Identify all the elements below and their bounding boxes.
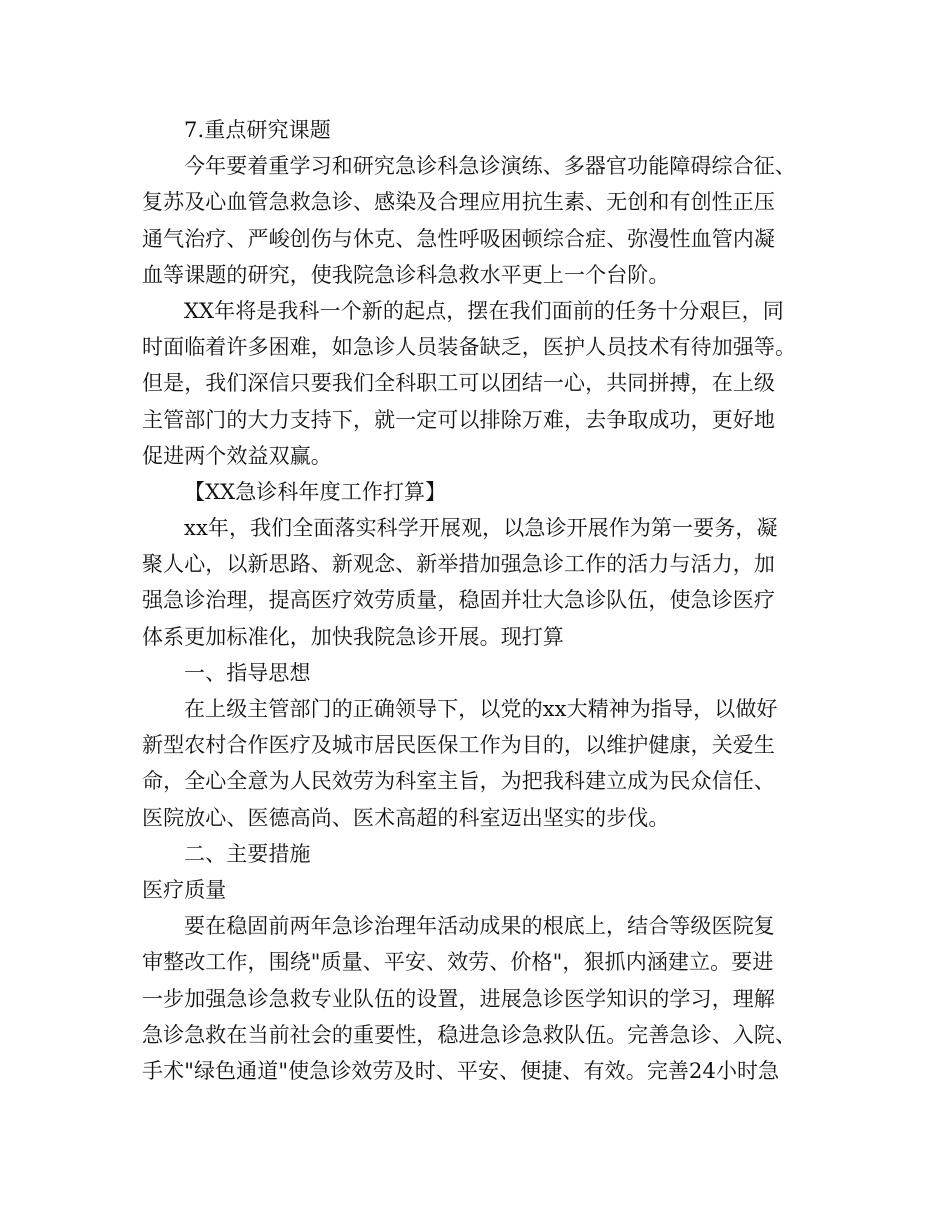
text-line: xx年，我们全面落实科学开展观，以急诊开展作为第一要务，凝	[184, 516, 778, 541]
text-line: 但是，我们深信只要我们全科职工可以团结一心，共同拼搏，在上级	[142, 371, 775, 396]
text-line: 促进两个效益双赢。	[142, 443, 332, 468]
text-line: 医院放心、医德高尚、医术高超的科室迈出坚实的步伐。	[142, 805, 670, 830]
text-line: 命，全心全意为人民效劳为科室主旨，为把我科建立成为民众信任、	[142, 769, 775, 794]
text-line: 今年要着重学习和研究急诊科急诊演练、多器官功能障碍综合征、	[184, 154, 796, 179]
text-line: 复苏及心血管急救急诊、感染及合理应用抗生素、无创和有创性正压	[142, 190, 775, 215]
text-line: 二、主要措施	[184, 841, 311, 866]
text-line: 体系更加标准化，加快我院急诊开展。现打算	[142, 624, 564, 649]
text-line: 一、指导思想	[184, 660, 311, 685]
text-line: 血等课题的研究，使我院急诊科急救水平更上一个台阶。	[142, 262, 670, 287]
text-line: 主管部门的大力支持下，就一定可以排除万难，去争取成功，更好地	[142, 407, 775, 432]
text-line: 在上级主管部门的正确领导下，以党的xx大精神为指导，以做好	[184, 697, 778, 721]
text-line: 急诊急救在当前社会的重要性，稳进急诊急救队伍。完善急诊、入院、	[142, 1022, 797, 1047]
text-line: 【XX急诊科年度工作打算】	[184, 479, 447, 504]
text-line: 新型农村合作医疗及城市居民医保工作为目的，以维护健康，关爱生	[142, 733, 775, 758]
text-line: XX年将是我科一个新的起点，摆在我们面前的任务十分艰巨，同	[184, 298, 784, 323]
document-body	[142, 112, 826, 1089]
text-line: 7.重点研究课题	[184, 118, 331, 142]
text-line: 强急诊治理，提高医疗效劳质量，稳固并壮大急诊队伍，使急诊医疗	[142, 588, 775, 613]
text-line: 一步加强急诊急救专业队伍的设置，进展急诊医学知识的学习，理解	[142, 986, 775, 1011]
text-line: 通气治疗、严峻创伤与休克、急性呼吸困顿综合症、弥漫性血管内凝	[142, 226, 775, 251]
text-line: 医疗质量	[142, 877, 227, 902]
text-line: 审整改工作，围绕"质量、平安、效劳、价格"，狠抓内涵建立。要进	[142, 950, 774, 975]
text-line: 手术"绿色通道"使急诊效劳及时、平安、便捷、有效。完善24小时急	[142, 1058, 780, 1083]
text-line: 要在稳固前两年急诊治理年活动成果的根底上，结合等级医院复	[184, 914, 775, 939]
text-line: 聚人心，以新思路、新观念、新举措加强急诊工作的活力与活力，加	[142, 552, 775, 577]
text-line: 时面临着许多困难，如急诊人员装备缺乏，医护人员技术有待加强等。	[142, 335, 797, 360]
